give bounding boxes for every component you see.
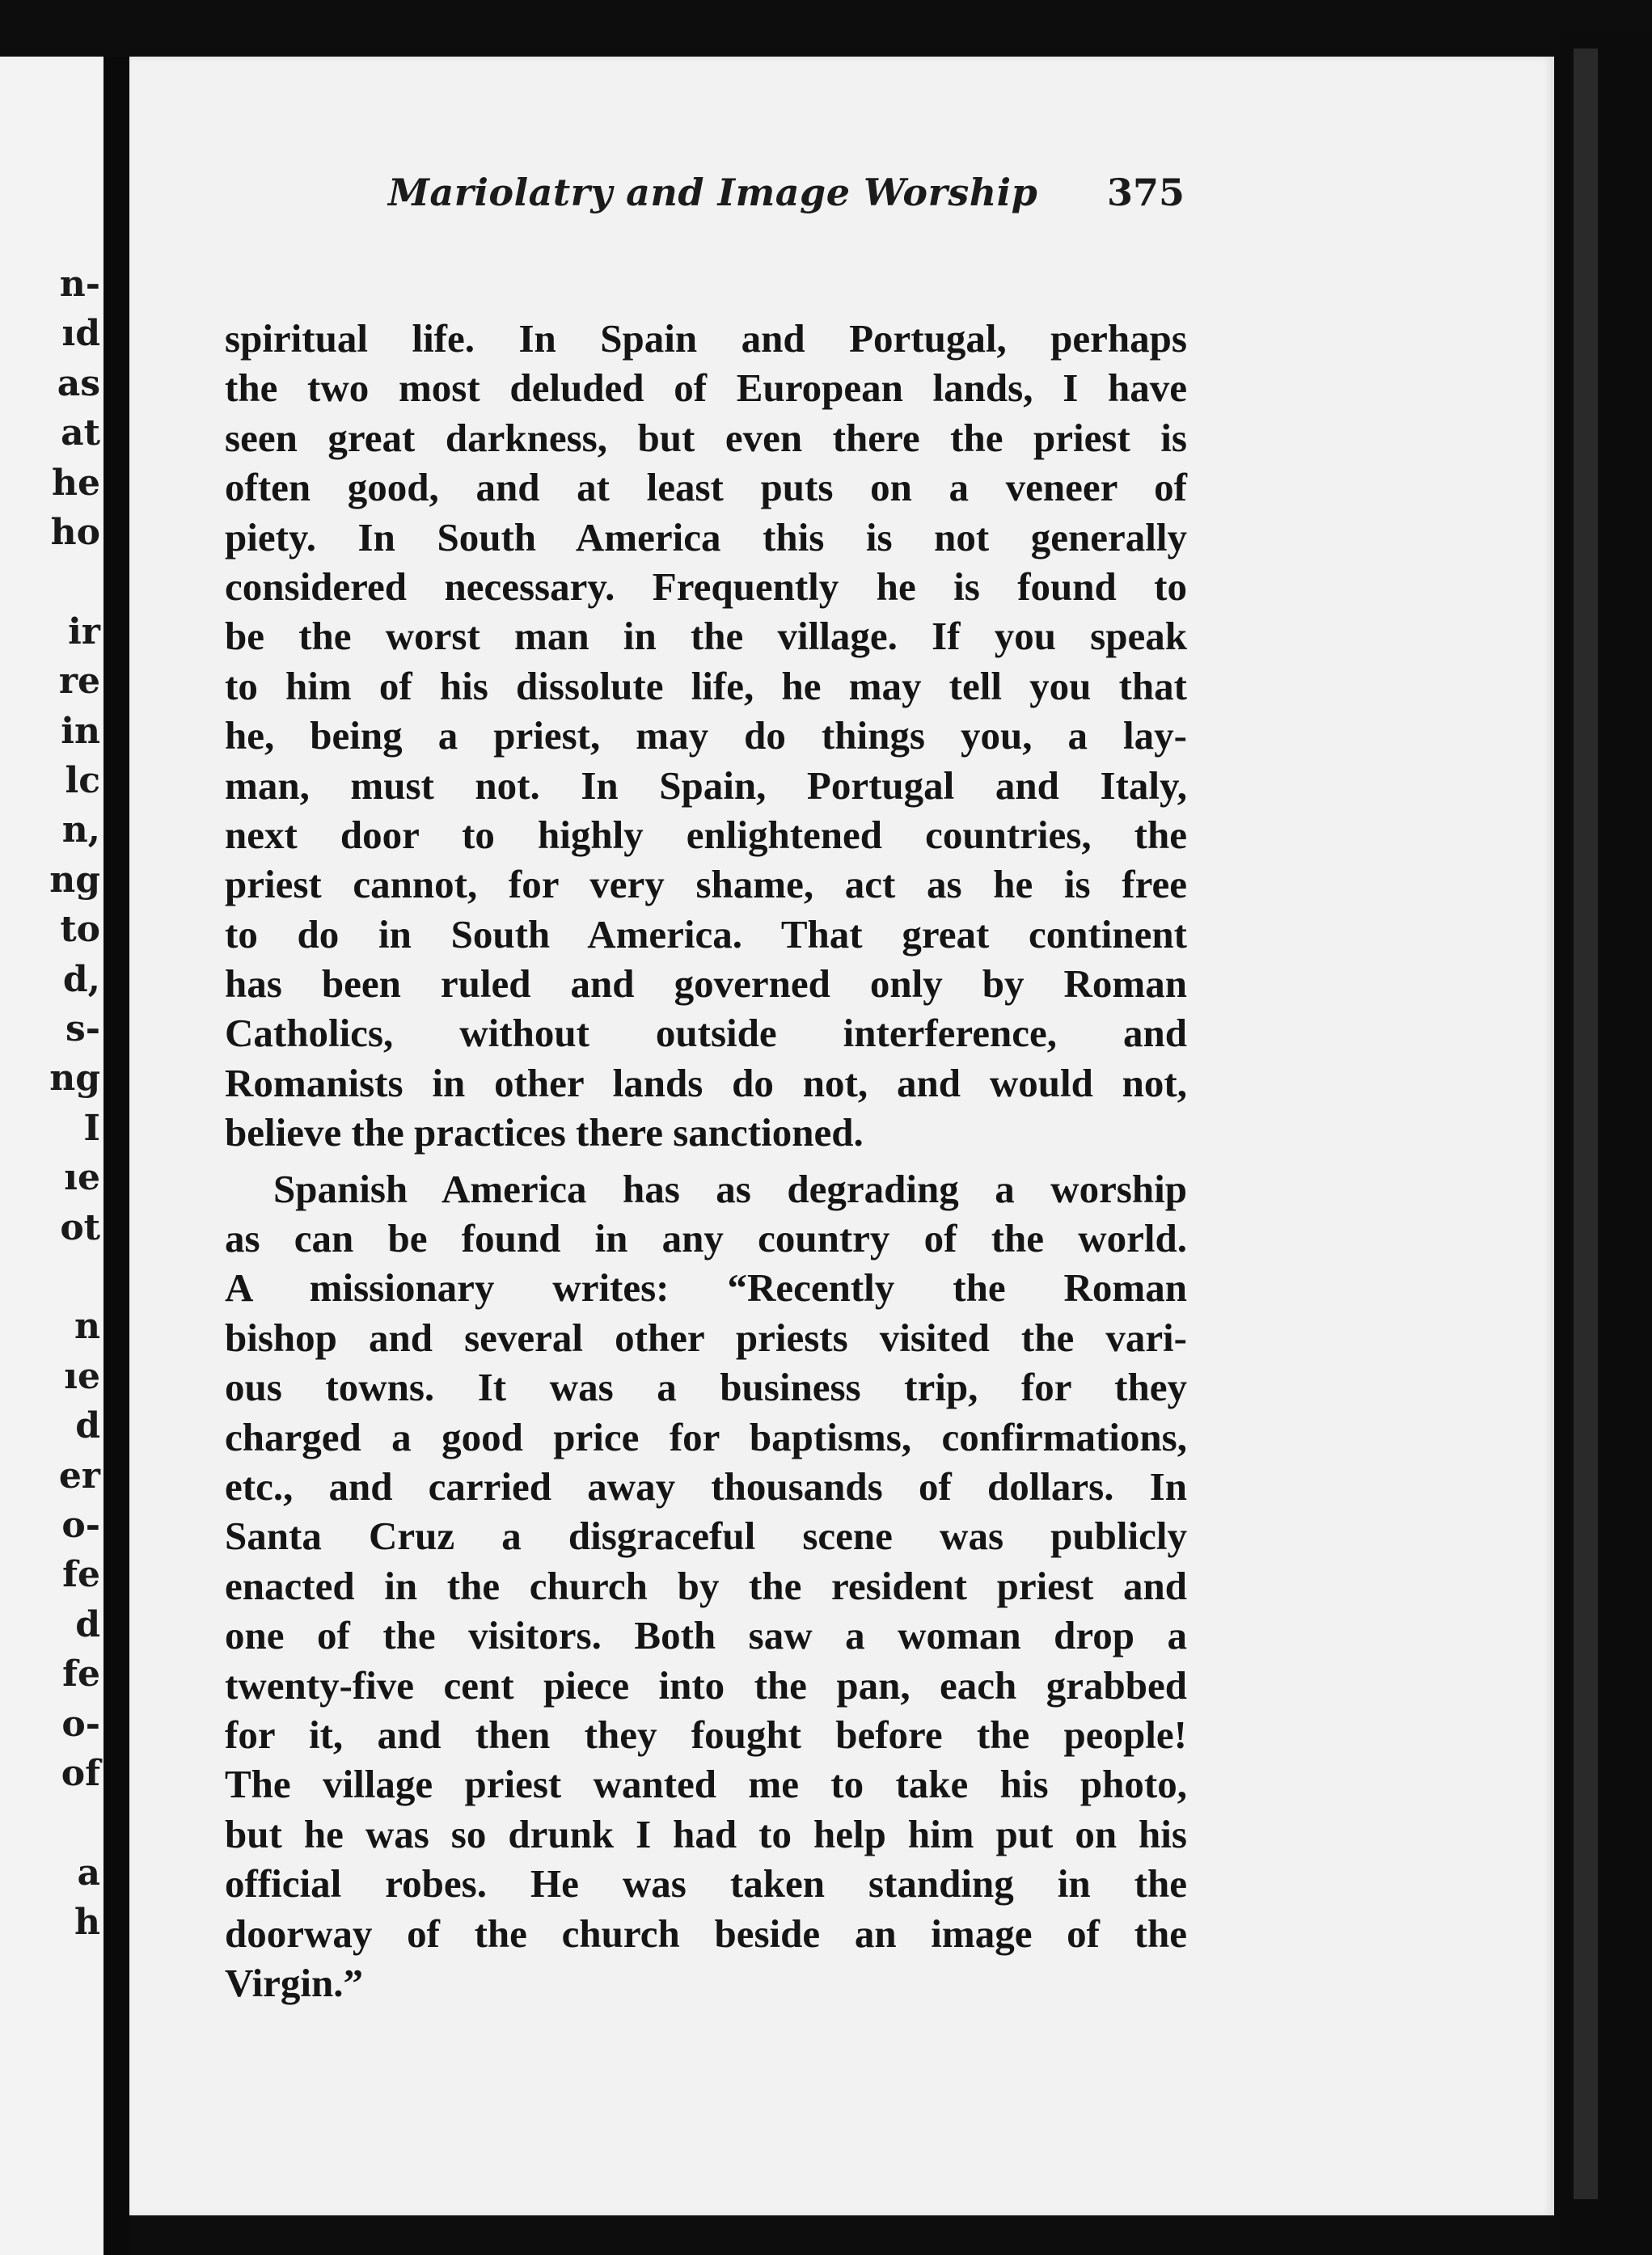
facing-page-text-fragment: ng bbox=[49, 1058, 100, 1100]
text-line: spiritual life. In Spain and Portugal, perhaps bbox=[225, 316, 1187, 361]
text-line: often good, and at least puts on a veneer of bbox=[225, 465, 1187, 510]
text-line: Santa Cruz a disgraceful scene was publicly bbox=[225, 1514, 1187, 1559]
text-line: man, must not. In Spain, Portugal and Italy, bbox=[225, 762, 1187, 808]
text-line: Virgin.” bbox=[225, 1960, 364, 2005]
facing-page-text-fragment: as bbox=[57, 362, 100, 404]
text-line: has been ruled and governed only by Roman bbox=[225, 961, 1187, 1007]
facing-page-text-fragment: o- bbox=[61, 1505, 100, 1546]
text-line: twenty-five cent piece into the pan, each grabbed bbox=[225, 1662, 1187, 1708]
facing-page-text-fragment: a bbox=[77, 1852, 100, 1894]
text-line: official robes. He was taken standing in the bbox=[225, 1861, 1187, 1907]
facing-page-text-fragment: n bbox=[74, 1306, 100, 1348]
text-line: Romanists in other lands do not, and would not, bbox=[225, 1060, 1187, 1105]
facing-page-text-fragment: d, bbox=[62, 958, 100, 1000]
facing-page-text-fragment: lc bbox=[65, 760, 100, 801]
text-line: doorway of the church beside an image of the bbox=[225, 1911, 1187, 1956]
text-line: be the worst man in the village. If you speak bbox=[225, 614, 1187, 659]
facing-page-text-fragment: er bbox=[58, 1455, 100, 1497]
text-line: A missionary writes: “Recently the Roman bbox=[225, 1265, 1187, 1311]
facing-page-text-fragment: ho bbox=[50, 512, 100, 553]
text-line: the two most deluded of European lands, I have bbox=[225, 365, 1187, 411]
text-line: bishop and several other priests visited the vari- bbox=[225, 1315, 1187, 1360]
text-line: next door to highly enlightened countries, the bbox=[225, 812, 1187, 857]
text-line: as can be found in any country of the world. bbox=[225, 1216, 1187, 1261]
facing-page-text-fragment: o- bbox=[61, 1703, 100, 1745]
facing-page-text-fragment: in bbox=[61, 710, 100, 752]
page-header bbox=[251, 160, 1185, 225]
page-number: 375 bbox=[1106, 171, 1185, 214]
body-text bbox=[225, 314, 1187, 2008]
facing-page-text-fragment: s- bbox=[65, 1008, 100, 1049]
facing-page-text-fragment: d bbox=[75, 1603, 100, 1645]
paragraph bbox=[225, 314, 1187, 1158]
text-line: one of the visitors. Both saw a woman drop a bbox=[225, 1613, 1187, 1658]
paragraph bbox=[225, 1164, 1187, 2008]
text-line: believe the practices there sanctioned. bbox=[225, 1110, 864, 1155]
text-line: he, being a priest, may do things you, a lay- bbox=[225, 713, 1187, 758]
running-title: Mariolatry and Image Worship bbox=[388, 171, 1038, 214]
facing-page-text-fragment: d bbox=[75, 1405, 100, 1447]
facing-page-text-fragment: re bbox=[58, 661, 100, 703]
facing-page-text-fragment: of bbox=[61, 1753, 100, 1794]
text-line: Spanish America has as degrading a worship bbox=[273, 1166, 1187, 1211]
facing-page-text-fragment: fe bbox=[62, 1554, 100, 1596]
text-line: to do in South America. That great continent bbox=[225, 911, 1187, 956]
text-line: to him of his dissolute life, he may tell you that bbox=[225, 663, 1187, 708]
facing-page-text-fragment: ot bbox=[60, 1206, 100, 1248]
facing-page-text-fragment: n, bbox=[61, 809, 100, 851]
text-line: but he was so drunk I had to help him put on his bbox=[225, 1811, 1187, 1856]
page-edge bbox=[1554, 32, 1652, 2255]
text-line: enacted in the church by the resident priest and bbox=[225, 1563, 1187, 1608]
text-line: ous towns. It was a business trip, for they bbox=[225, 1365, 1187, 1410]
facing-page-text-fragment: n- bbox=[59, 264, 100, 305]
text-line: priest cannot, for very shame, act as he is free bbox=[225, 862, 1187, 907]
text-line: seen great darkness, but even there the priest is bbox=[225, 415, 1187, 460]
text-line: piety. In South America this is not generally bbox=[225, 514, 1187, 560]
text-line: charged a good price for baptisms, confirmations, bbox=[225, 1414, 1187, 1459]
facing-page-text-fragment: at bbox=[61, 412, 100, 454]
facing-page-text-fragment: h bbox=[74, 1902, 100, 1944]
facing-page-text-fragment: ir bbox=[68, 610, 100, 652]
book-gutter bbox=[104, 57, 129, 2255]
facing-page-text-fragment: ıd bbox=[61, 313, 100, 355]
facing-page-fragment bbox=[0, 57, 104, 2255]
facing-page-text-fragment: he bbox=[52, 462, 100, 504]
text-line: for it, and then they fought before the people! bbox=[225, 1712, 1187, 1757]
facing-page-text-fragment: ıe bbox=[64, 1157, 100, 1199]
facing-page-text-fragment: to bbox=[60, 909, 100, 951]
facing-page-text-fragment: ıe bbox=[64, 1355, 100, 1397]
facing-page-text-fragment: fe bbox=[62, 1653, 100, 1695]
page-edge-strip bbox=[1574, 49, 1598, 2199]
text-line: Catholics, without outside interference, and bbox=[225, 1011, 1187, 1056]
text-line: etc., and carried away thousands of dollars. In bbox=[225, 1463, 1187, 1509]
facing-page-text-fragment: I bbox=[83, 1107, 100, 1149]
text-line: The village priest wanted me to take his photo, bbox=[225, 1762, 1187, 1807]
text-line: considered necessary. Frequently he is found to bbox=[225, 564, 1187, 609]
facing-page-text-fragment: ng bbox=[49, 859, 100, 901]
